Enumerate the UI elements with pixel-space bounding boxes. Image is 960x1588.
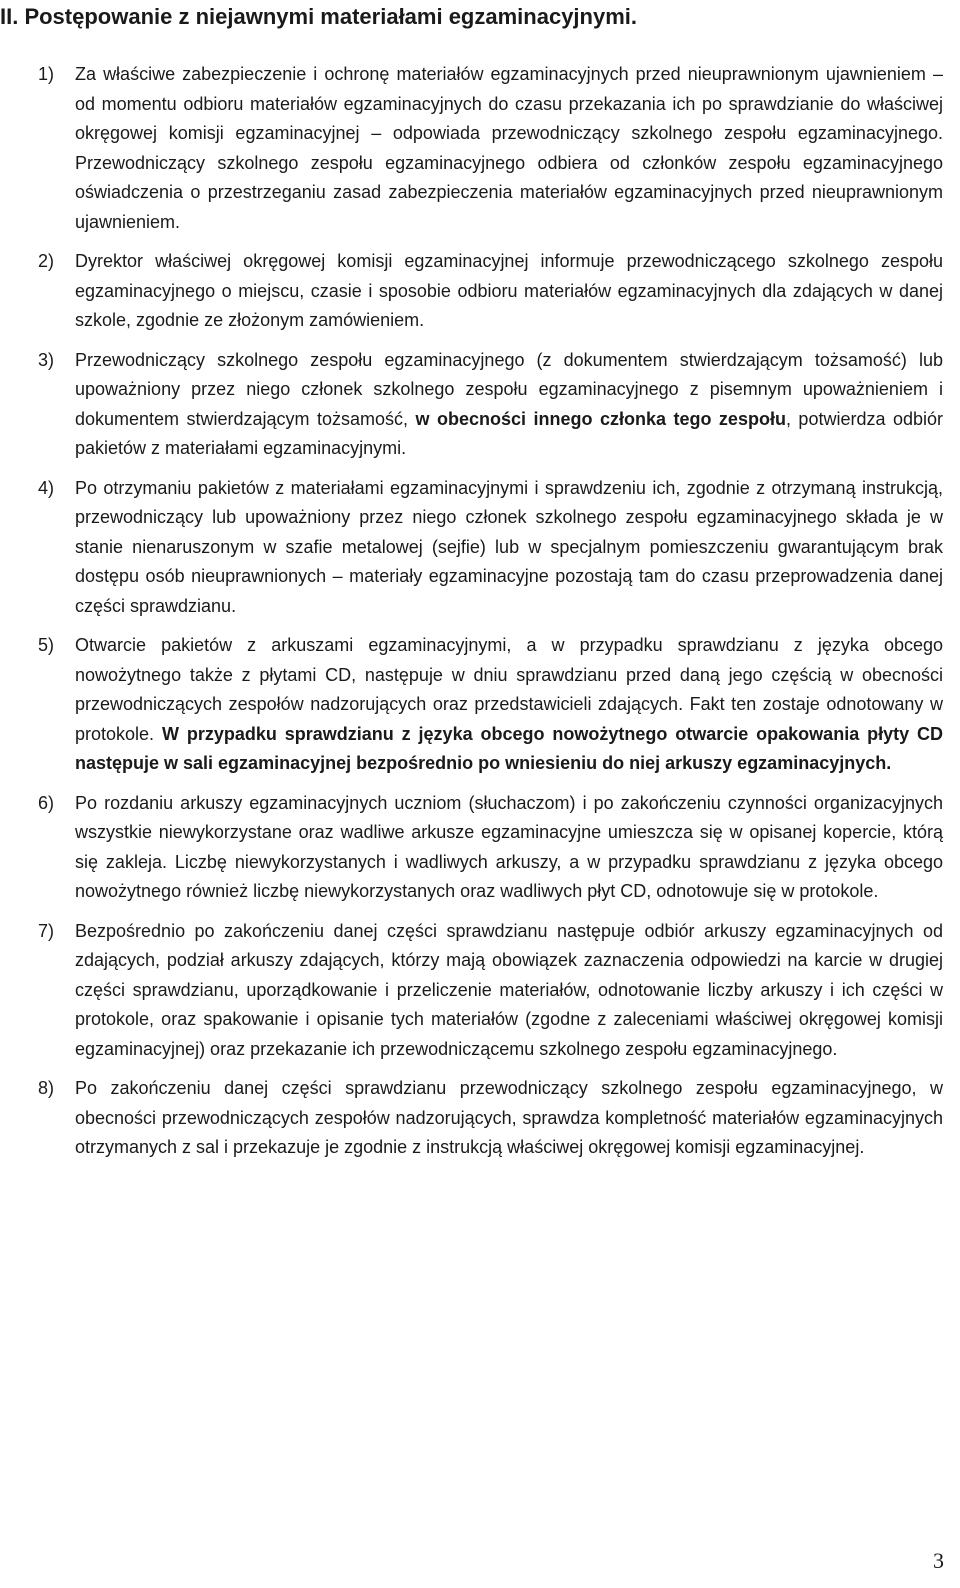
list-item — [0, 60, 943, 237]
bold-text-span: W przypadku sprawdzianu z języka obcego nowożytnego otwarcie opakowania płyty CD następuje w sali egzaminacyjnej bezpośrednio po wniesieniu do niej arkuszy egzaminacyjnych. — [75, 723, 943, 773]
item-text — [75, 789, 943, 907]
list-item — [0, 247, 943, 336]
item-number: 2) — [38, 251, 55, 271]
item-text — [75, 60, 943, 237]
text-span: Bezpośrednio po zakończeniu danej części sprawdzianu następuje odbiór arkuszy egzaminacyjnych od zdających, podział arkuszy zdających, którzy mają obowiązek zaznaczenia odpowiedzi na karcie w drugiej części sprawdzianu, uporządkowanie i przeliczenie materiałów, odnotowanie liczby arkuszy i ich części w protokole, oraz spakowanie i opisanie tych materiałów (zgodne z zaleceniami właściwej okręgowej komisji egzaminacyjnej) oraz przekazanie ich przewodniczącemu szkolnego zespołu egzaminacyjnego. — [75, 920, 943, 1059]
text-span: Otwarcie pakietów z arkuszami egzaminacyjnymi, a w przypadku sprawdzianu z języka obcego nowożytnego także z płytami CD, następuje w dniu sprawdzianu przed daną jego częścią w obecności przewodniczących zespołów nadzorujących oraz przedstawicieli zdających. Fakt ten zostaje odnotowany w protokole. — [75, 635, 943, 744]
list-item — [0, 474, 943, 622]
item-text — [75, 346, 943, 464]
item-number: 3) — [38, 349, 55, 370]
item-text — [75, 474, 943, 622]
list-item — [0, 1074, 943, 1163]
item-text — [75, 917, 943, 1065]
text-span: Po otrzymaniu pakietów z materiałami egzaminacyjnymi i sprawdzeniu ich, zgodnie z otrzymaną instrukcją, przewodniczący lub upoważniony przez niego członek szkolnego zespołu egzaminacyjnego składa je w stanie nienaruszonym w szafie metalowej (sejfie) lub w specjalnym pomieszczeniu gwarantującym brak dostępu osób nieuprawnionych – materiały egzaminacyjne pozostają tam do czasu przeprowadzenia danej części sprawdzianu. — [75, 477, 943, 616]
text-span: Dyrektor właściwej okręgowej komisji egzaminacyjnej informuje przewodniczącego szkolnego zespołu egzaminacyjnego o miejscu, czasie i sposobie odbioru materiałów egzaminacyjnych dla zdających w danej szkole, zgodnie ze złożonym zamówieniem. — [75, 251, 943, 330]
page-number: 3 — [933, 1548, 944, 1573]
text-span: Po rozdaniu arkuszy egzaminacyjnych uczniom (słuchaczom) i po zakończeniu czynności organizacyjnych wszystkie niewykorzystane oraz wadliwe arkusze egzaminacyjne umieszcza się w opisanej kopercie, którą się zakleja. Liczbę niewykorzystanych i wadliwych arkuszy, a w przypadku sprawdzianu z języka obcego nowożytnego również liczbę niewykorzystanych oraz wadliwych płyt CD, odnotowuje się w protokole. — [75, 792, 943, 901]
list-item — [0, 789, 943, 907]
item-text — [75, 247, 943, 336]
text-span: Po zakończeniu danej części sprawdzianu przewodniczący szkolnego zespołu egzaminacyjnego, w obecności przewodniczących zespołów nadzorujących, sprawdza kompletność materiałów egzaminacyjnych otrzymanych z sal i przekazuje je zgodnie z instrukcją właściwej okręgowej komisji egzaminacyjnej. — [75, 1078, 943, 1157]
procedure-list — [0, 60, 960, 1173]
text-span: Za właściwe zabezpieczenie i ochronę materiałów egzaminacyjnych przed nieuprawnionym ujawnieniem – od momentu odbioru materiałów egzaminacyjnych do czasu przekazania ich po sprawdzianie do właściwej okręgowej komisji egzaminacyjnej – odpowiada przewodniczący szkolnego zespołu egzaminacyjnego. Przewodniczący szkolnego zespołu egzaminacyjnego odbiera od członków zespołu egzaminacyjnego oświadczenia o przestrzeganiu zasad zabezpieczenia materiałów egzaminacyjnych przed nieuprawnionym ujawnieniem. — [75, 64, 943, 232]
list-item — [0, 917, 943, 1065]
item-text — [75, 1074, 943, 1163]
item-text — [75, 631, 943, 779]
item-number: 5) — [38, 635, 55, 655]
item-number: 8) — [38, 1078, 55, 1098]
item-number: 6) — [38, 792, 55, 813]
section-heading: II. Postępowanie z niejawnymi materiałami egzaminacyjnymi. — [0, 4, 638, 29]
item-number: 1) — [38, 64, 55, 84]
text-span: , potwierdza odbiór pakietów z materiałami egzaminacyjnymi. — [75, 408, 943, 458]
item-number: 4) — [38, 477, 55, 498]
list-item — [0, 346, 943, 464]
text-span: Przewodniczący szkolnego zespołu egzaminacyjnego (z dokumentem stwierdzającym tożsamość) lub upoważniony przez niego członek szkolnego zespołu egzaminacyjnego z pisemnym upoważnieniem i dokumentem stwierdzającym tożsamość, — [75, 349, 943, 429]
list-item — [0, 631, 943, 779]
item-number: 7) — [38, 920, 55, 941]
bold-text-span: w obecności innego członka tego zespołu — [415, 408, 786, 429]
